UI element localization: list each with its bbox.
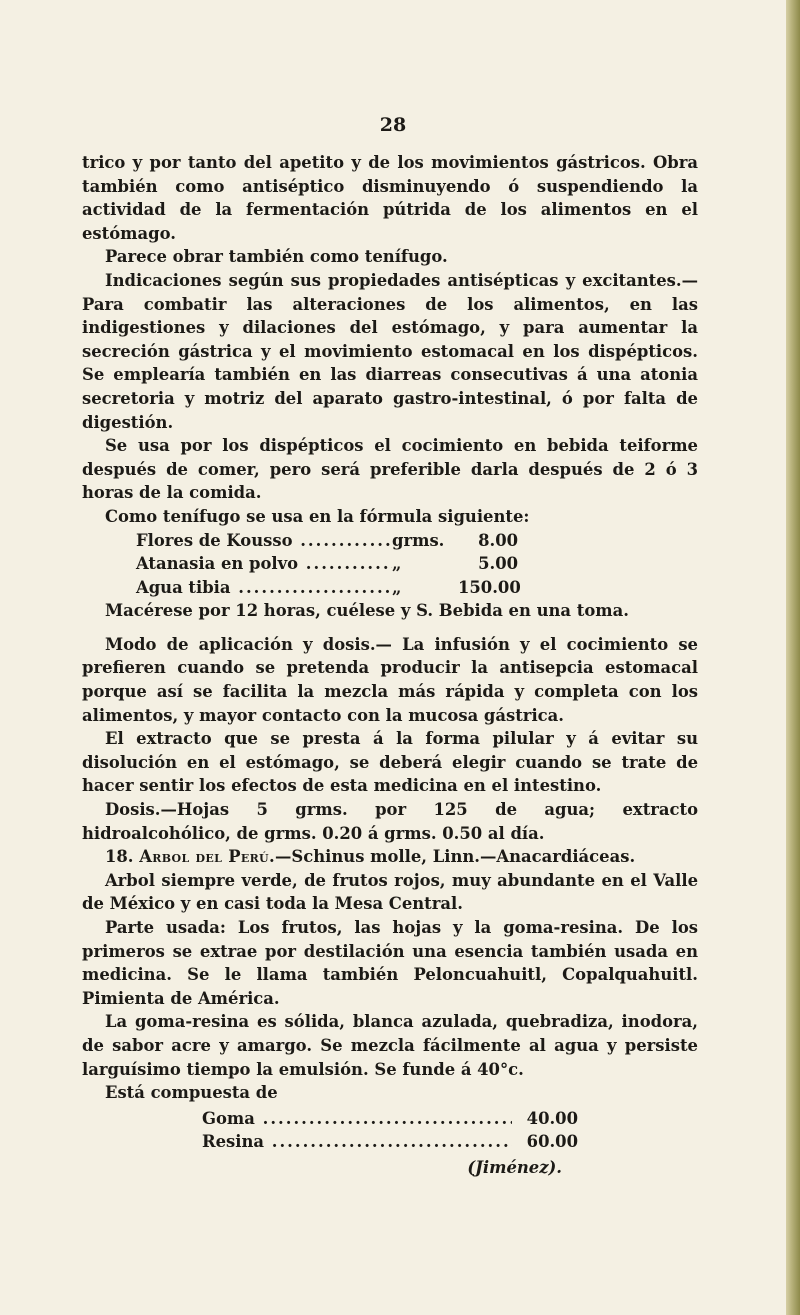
ingredient-unit: grms. (392, 530, 445, 550)
paragraph: trico y por tanto del apetito y de los movimientos gástricos. Obra también como antiséptico disminuyendo ó suspendiendo la actividad de la fermentación pútrida de los alimentos en el estómago. (82, 153, 698, 243)
paragraph: Está compuesta de (104, 1083, 278, 1103)
paragraph: Como tenífugo se usa en la fórmula siguiente: (104, 506, 530, 526)
page-number: 28 (379, 114, 407, 136)
ingredient-quantity: 150.00 (458, 577, 521, 597)
page-body (82, 151, 698, 1180)
ingredient-unit: „ (392, 554, 402, 574)
formula-row (82, 552, 698, 576)
entry-name: Arbol del Perú. (139, 847, 276, 867)
component-quantity: 40.00 (526, 1108, 578, 1128)
paragraph: El extracto que se presta á la forma pilular y á evitar su disolución en el estómago, se deberá elegir cuando se trate de hacer sentir los efectos de esta medicina en el intestino. (82, 729, 698, 796)
paragraph: La goma-resina es sólida, blanca azulada, quebradiza, inodora, de sabor acre y amargo. Se mezcla fácilmente al agua y persiste larguísimo tiempo la emulsión. Se funde á 40°c. (82, 1012, 698, 1079)
paragraph: Parte usada: Los frutos, las hojas y la goma-resina. De los primeros se extrae por destilación una esencia también usada en medicina. Se le llama también Peloncuahuitl, Copalquahuitl. Pimienta de América. (82, 918, 698, 1008)
ingredient-quantity: 8.00 (478, 530, 518, 550)
formula-note: Macérese por 12 horas, cuélese y S. Bebida en una toma. (104, 601, 629, 621)
paragraph: Indicaciones según sus propiedades antisépticas y excitantes.—Para combatir las alteraciones de los alimentos, en las indigestiones y dilaciones del estómago, y para aumentar la secreción gástrica y el movimiento estomacal en los dispépticos. Se emplearía también en las diarreas consecutivas á una atonia secretoria y motriz del aparato gastro-intestinal, ó por falta de digestión. (82, 270, 698, 432)
entry-taxonomy: —Schinus molle, Linn.—Anacardiáceas. (275, 847, 636, 867)
ingredient-name: Agua tibia ..... (82, 576, 392, 600)
ingredient-name: Atanasia en polvo ..... (82, 552, 392, 576)
formula-table (82, 529, 698, 600)
composition-table (82, 1107, 698, 1154)
formula-row (82, 576, 698, 600)
component-name: Resina ..... (82, 1130, 512, 1154)
component-quantity: 60.00 (526, 1132, 578, 1152)
formula-row (82, 529, 698, 553)
entry-number: 18. (104, 847, 134, 867)
ingredient-quantity: 5.00 (478, 554, 518, 574)
author-citation: (Jiménez). (467, 1157, 562, 1177)
paragraph: Dosis.—Hojas 5 grms. por 125 de agua; extracto hidroalcohólico, de grms. 0.20 á grms. 0.50 al día. (82, 800, 698, 843)
paragraph: Parece obrar también como tenífugo. (104, 247, 448, 267)
composition-row (82, 1130, 698, 1154)
composition-row (82, 1107, 698, 1131)
paragraph: Arbol siempre verde, de frutos rojos, muy abundante en el Valle de México y en casi toda la Mesa Central. (82, 870, 698, 914)
paragraph: Modo de aplicación y dosis.— La infusión y el cocimiento se prefieren cuando se pretenda producir la antisepcia estomacal porque así se facilita la mezcla más rápida y completa con los alimentos, y mayor contacto con la mucosa gástrica. (82, 634, 698, 725)
ingredient-name: Flores de Kousso ..... (82, 529, 392, 553)
component-name: Goma ..... (82, 1107, 512, 1131)
ingredient-unit: „ (392, 577, 402, 597)
paragraph: Se usa por los dispépticos el cocimiento en bebida teiforme después de comer, pero será preferible darla después de 2 ó 3 horas de la comida. (82, 436, 698, 503)
entry-heading (82, 845, 698, 869)
page-edge (786, 0, 800, 1315)
